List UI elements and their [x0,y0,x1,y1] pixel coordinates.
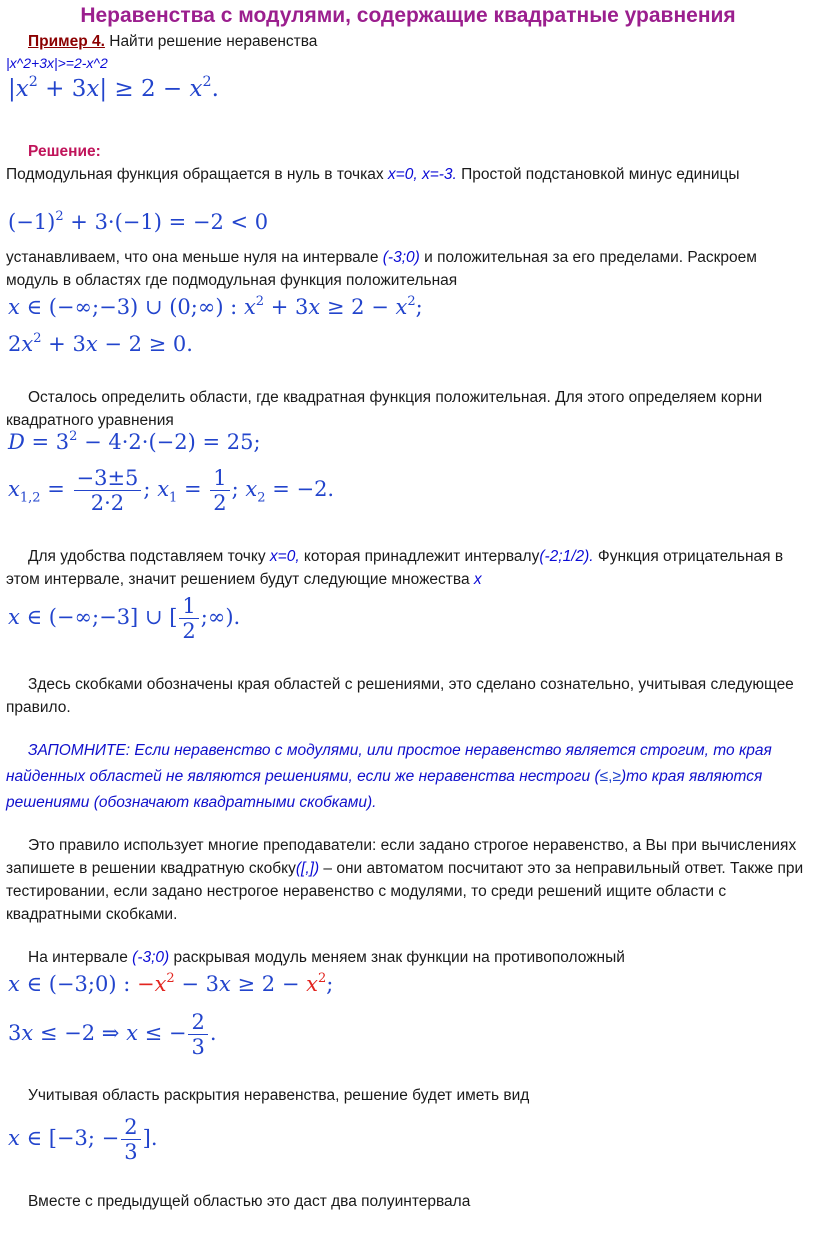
p4-x: x=0, [269,548,300,565]
formula-substitution: $(-1)^2 + 3\cdot(-1) = -2 < 0$ [8,208,269,234]
formula-abs-inequality: $|x^2 + 3x| \ge 2 - x^2$. [8,74,219,102]
formula-discriminant: $D = 3^2 - 4\cdot 2\cdot(-2) = 25$; [8,428,261,454]
remember-text-b: )то края являются решениями (обозначают квадратными скобками). [6,768,763,811]
paragraph-teachers [6,834,806,926]
p1-text-b: Простой подстановкой минус единицы [456,166,740,183]
p6-brackets: ([,]) [295,860,320,877]
remember-text-a: ЗАПОМНИТЕ: Если неравенство с модулями, или простое неравенство является строгим, то края найденных областей не являются решениями, если же неравенства нестроги ( [6,742,772,785]
p2-interval: (-3;0) [382,249,420,266]
paragraph-roots: Осталось определить области, где квадратная функция положительная. Для этого определяем корни квадратного уравнения [6,389,763,429]
p6-text-a: Это правило использует многие преподаватели: если задано строгое неравенство, а Вы при вычислениях запишете в решении квадратную скобку [6,837,797,877]
p1-points: x=0, x=-3. [387,166,457,183]
p4-interval: (-2;1/2). [539,548,594,565]
paragraph-zeros [6,163,806,186]
paragraph-test-point [6,545,806,591]
p4-text-c: Функция отрицательная в этом интервале, значит решением будут следующие множества [6,548,784,588]
formula-solution-set-2: x ∈ [−3; − $\frac{2}{3}$ ]. [8,1115,158,1165]
solution-label: Решение: [28,143,101,160]
p4-text-a: Для удобства подставляем точку [28,548,270,565]
paragraph-final: Вместе с предыдущей областью это даст два полуинтервала [28,1193,471,1210]
remember-note [6,738,806,816]
p2-text-a: устанавливаем, что она меньше нуля на интервале [6,249,383,266]
remember-symbols: ≤,≥ [599,768,621,785]
page-title: Неравенства с модулями, содержащие квадратные уравнения [80,4,736,27]
paragraph-solution-form: Учитывая область раскрытия неравенства, решение будет иметь вид [28,1087,530,1104]
formula-domain-positive: x ∈ (−∞;−3) ∪ (0;∞) : $x^2 + 3x \ge 2 - x^2$; [8,293,423,319]
formula-linear: 3x ≤ −2 ⇒ x ≤ − $\frac{2}{3}$ . [8,1010,217,1060]
p7-text-b: раскрывая модуль меняем знак функции на противоположный [169,949,625,966]
p7-interval: (-3;0) [132,949,170,966]
p6-text-b: – они автоматом посчитают это за неправильный ответ. Также при тестировании, если задано нестрогое неравенство с модулями, то среди решений ищите области с квадратными скобками. [6,860,804,923]
p7-text-a: На интервале [28,949,133,966]
example-label: Пример 4. [28,33,105,50]
formula-roots: $x_{1,2}$ = $\frac{-3\pm 5}{2\cdot 2}$ ; $x_1$ = $\frac{1}{2}$ ; $x_2 = -2$. [8,466,335,516]
paragraph-interval [6,246,806,292]
formula-quadratic: $2x^2 + 3x - 2 \ge 0$. [8,330,193,356]
paragraph-brackets: Здесь скобками обозначены края областей с решениями, это сделано сознательно, учитывая следующее правило. [6,676,794,716]
p4-var: x [473,571,482,588]
example-text: Найти решение неравенства [104,33,318,50]
p2-text-b: и положительная за его пределами. Раскроем модуль в областях где подмодульная функция положительная [6,249,757,289]
paragraph-negative-interval [6,946,806,969]
example-formula-text: |x^2+3x|>=2-x^2 [6,55,108,71]
formula-domain-negative: x ∈ (−3;0) : $-x^2 - 3x \ge 2 - x^2$; [8,970,334,996]
formula-solution-set-1: x ∈ (−∞;−3] ∪ [ $\frac{1}{2}$ ;∞). [8,594,241,644]
p1-text-a: Подмодульная функция обращается в нуль в точках [6,166,388,183]
p4-text-b: которая принадлежит интервалу [299,548,540,565]
example-heading [28,30,806,53]
